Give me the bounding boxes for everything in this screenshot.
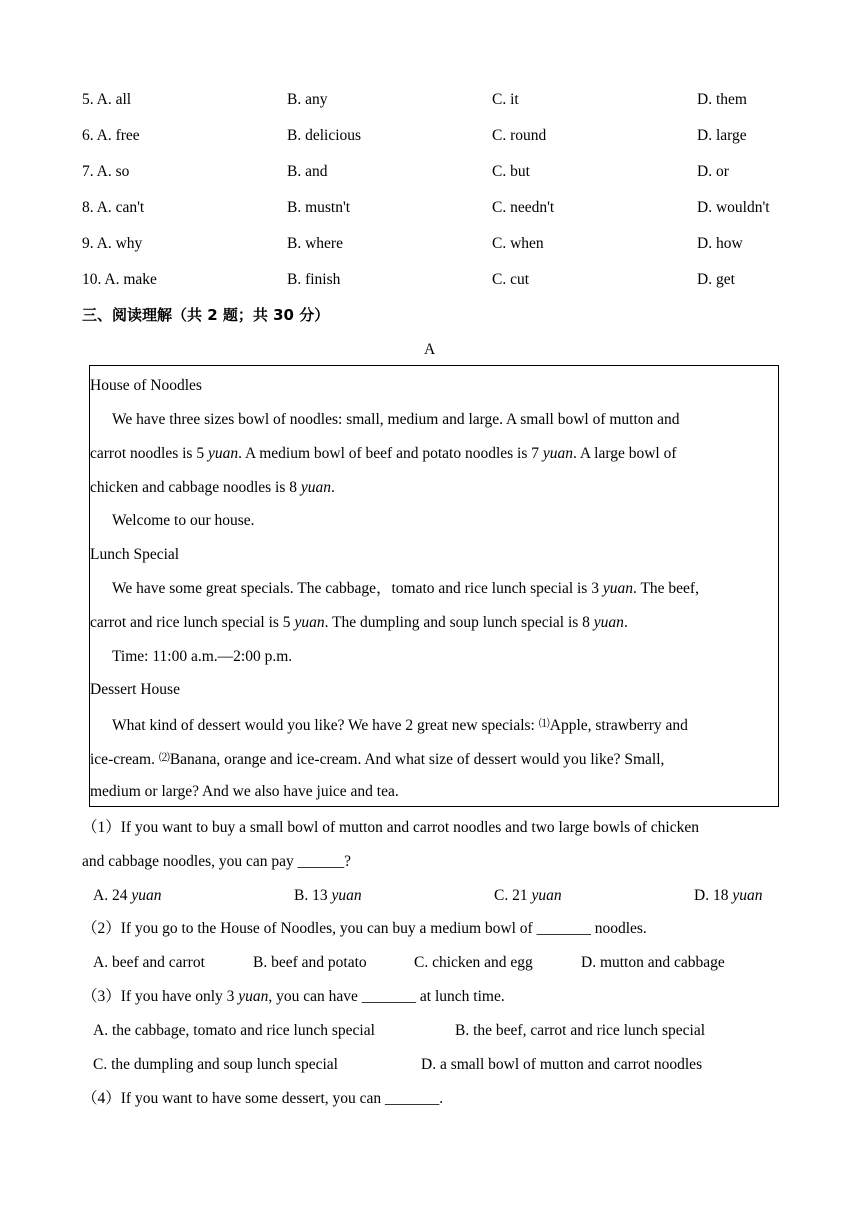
option-d: D. them — [697, 91, 747, 108]
question-2-stem: （2）If you go to the House of Noodles, you can buy a medium bowl of _______ noodles. — [82, 920, 647, 937]
option-c: C. when — [492, 235, 544, 252]
option-b: B. and — [287, 163, 328, 180]
cloze-option-row — [82, 91, 802, 111]
passage-label: A — [424, 341, 436, 358]
q2-option-c: C. chicken and egg — [414, 954, 533, 971]
passage-line: medium or large? And we also have juice and tea. — [90, 783, 399, 800]
option-d: D. get — [697, 271, 735, 288]
passage-box — [89, 365, 779, 807]
passage-line: carrot and rice lunch special is 5 yuan. The dumpling and soup lunch special is 8 yuan. — [90, 614, 628, 631]
question-1-stem: and cabbage noodles, you can pay ______? — [82, 853, 352, 870]
option-b: B. finish — [287, 271, 341, 288]
question-3-stem: （3）If you have only 3 yuan, you can have _______ at lunch time. — [82, 988, 505, 1005]
passage-line: Time: 11:00 a.m.—2:00 p.m. — [112, 648, 293, 665]
q1-option-b: B. 13 yuan — [294, 887, 362, 904]
option-d: D. large — [697, 127, 747, 144]
option-c: C. round — [492, 127, 547, 144]
cloze-option-row — [82, 235, 802, 255]
q3-option-b: B. the beef, carrot and rice lunch special — [455, 1022, 706, 1039]
option-c: C. but — [492, 163, 530, 180]
option-a: 10. A. make — [82, 271, 157, 288]
option-a: 9. A. why — [82, 235, 143, 252]
cloze-option-row — [82, 271, 802, 291]
passage-line: What kind of dessert would you like? We have 2 great new specials: ⑴Apple, strawberry and — [112, 717, 688, 734]
passage-line: We have some great specials. The cabbage，tomato and rice lunch special is 3 yuan. The beef, — [112, 580, 699, 597]
option-d: D. wouldn't — [697, 199, 770, 216]
q3-option-d: D. a small bowl of mutton and carrot noodles — [421, 1056, 703, 1073]
q1-option-d: D. 18 yuan — [694, 887, 763, 904]
option-d: D. or — [697, 163, 729, 180]
cloze-option-row — [82, 199, 802, 219]
option-a: 5. A. all — [82, 91, 132, 108]
heading-house-of-noodles: House of Noodles — [90, 377, 202, 394]
q2-option-d: D. mutton and cabbage — [581, 954, 725, 971]
option-c: C. it — [492, 91, 519, 108]
question-1-stem: （1）If you want to buy a small bowl of mutton and carrot noodles and two large bowls of chicken — [82, 819, 700, 836]
question-4-stem: （4）If you want to have some dessert, you can _______. — [82, 1090, 444, 1107]
q1-option-c: C. 21 yuan — [494, 887, 562, 904]
section-title: 三、阅读理解（共 2 题；共 30 分） — [82, 306, 330, 324]
option-c: C. needn't — [492, 199, 555, 216]
passage-line: carrot noodles is 5 yuan. A medium bowl of beef and potato noodles is 7 yuan. A large bowl of — [90, 445, 677, 462]
passage-line: ice-cream. ⑵Banana, orange and ice-cream. And what size of dessert would you like? Small, — [90, 751, 665, 768]
cloze-option-row — [82, 127, 802, 147]
passage-line: Welcome to our house. — [112, 512, 255, 529]
passage-line: chicken and cabbage noodles is 8 yuan. — [90, 479, 335, 496]
option-d: D. how — [697, 235, 743, 252]
option-a: 6. A. free — [82, 127, 140, 144]
heading-lunch-special: Lunch Special — [90, 546, 180, 563]
option-b: B. any — [287, 91, 328, 108]
option-a: 8. A. can't — [82, 199, 145, 216]
option-b: B. delicious — [287, 127, 362, 144]
passage-line: We have three sizes bowl of noodles: small, medium and large. A small bowl of mutton and — [112, 411, 680, 428]
cloze-option-row — [82, 163, 802, 183]
q1-option-a: A. 24 yuan — [93, 887, 162, 904]
q2-option-b: B. beef and potato — [253, 954, 367, 971]
q3-option-a: A. the cabbage, tomato and rice lunch special — [93, 1022, 375, 1039]
option-b: B. mustn't — [287, 199, 351, 216]
q3-option-c: C. the dumpling and soup lunch special — [93, 1056, 338, 1073]
heading-dessert-house: Dessert House — [90, 681, 180, 698]
option-a: 7. A. so — [82, 163, 130, 180]
option-b: B. where — [287, 235, 343, 252]
option-c: C. cut — [492, 271, 530, 288]
q2-option-a: A. beef and carrot — [93, 954, 205, 971]
